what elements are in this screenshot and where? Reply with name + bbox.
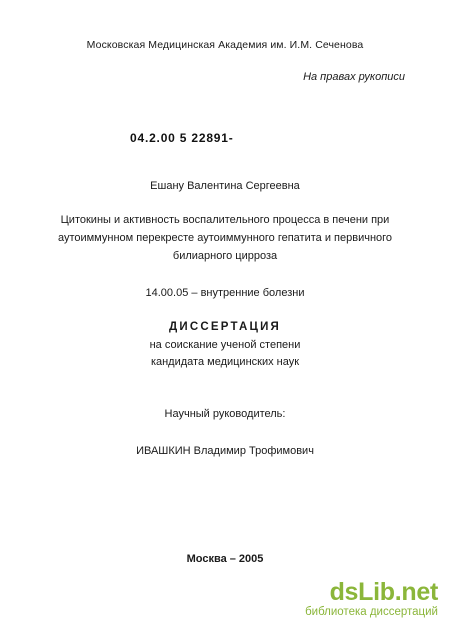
watermark-logo-text: dsLib.net: [329, 578, 438, 606]
title-line-3: билиарного цирроза: [172, 250, 278, 262]
rights-note: На правах рукописи: [303, 71, 405, 83]
author-name: Ешану Валентина Сергеевна: [150, 180, 300, 192]
catalog-code-stamp: 04.2.00 5 22891-: [130, 131, 234, 145]
document-type: ДИССЕРТАЦИЯ: [169, 321, 281, 333]
supervisor-label: Научный руководитель:: [164, 408, 286, 420]
supervisor-name: ИВАШКИН Владимир Трофимович: [136, 445, 314, 457]
title-line-1: Цитокины и активность воспалительного процесса в печени при: [60, 214, 390, 226]
institution-name: Московская Медицинская Академия им. И.М. Сеченова: [86, 39, 364, 51]
degree-line-2: кандидата медицинских наук: [150, 356, 300, 368]
specialty: 14.00.05 – внутренние болезни: [145, 287, 305, 299]
city-year: Москва – 2005: [186, 553, 264, 565]
watermark-subtitle: библиотека диссертаций: [305, 606, 438, 618]
title-line-2: аутоиммунном перекресте аутоиммунного гепатита и первичного: [57, 232, 393, 244]
dslib-watermark: [305, 579, 438, 619]
degree-line-1: на соискание ученой степени: [149, 339, 301, 351]
